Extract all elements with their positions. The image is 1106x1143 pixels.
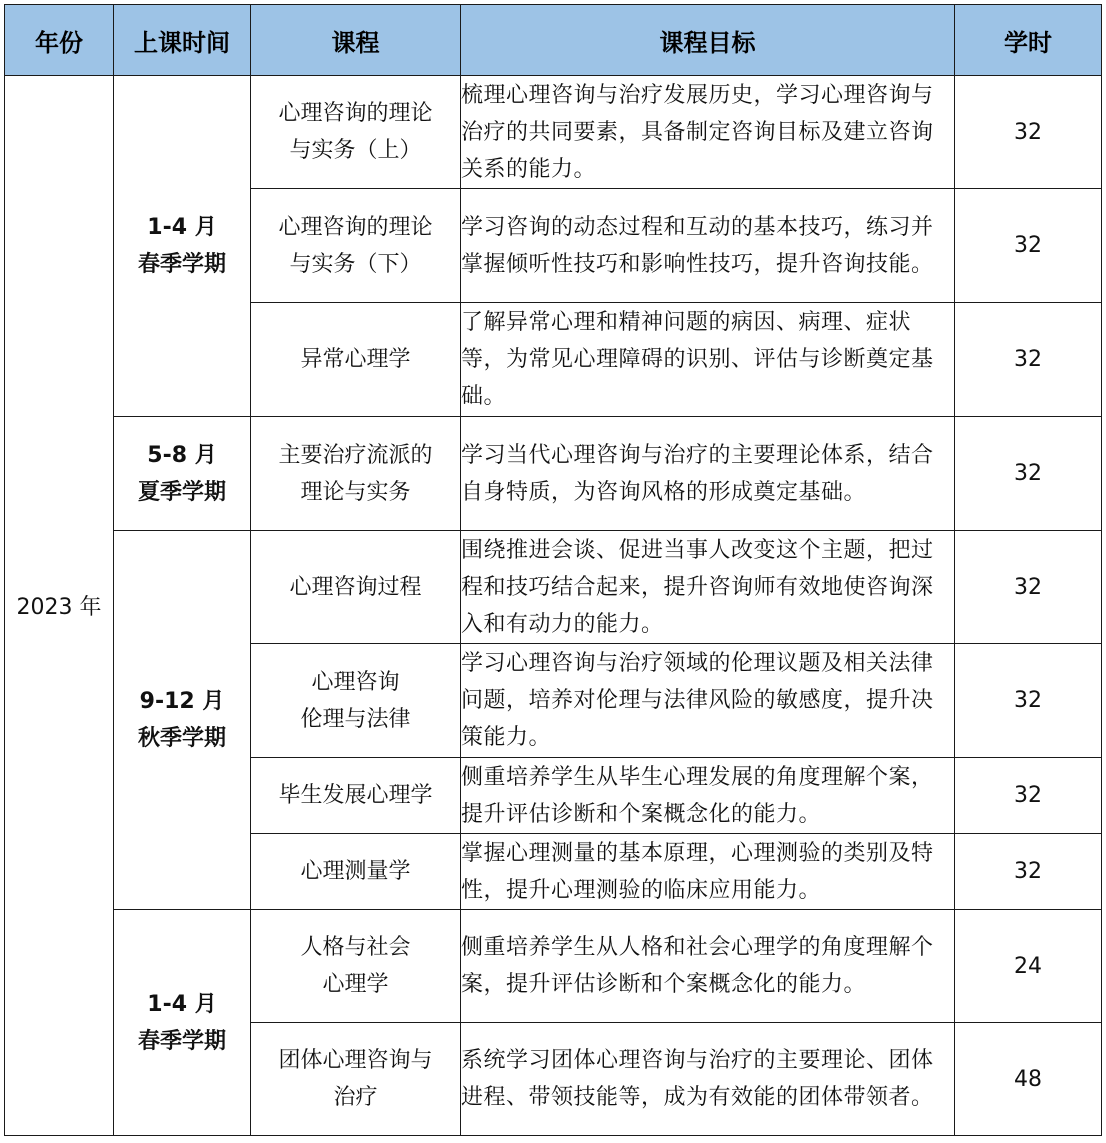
course-hours: 32	[955, 189, 1102, 303]
term-months: 1-4 月	[147, 991, 217, 1017]
header-time: 上课时间	[114, 5, 251, 76]
term-season: 春季学期	[137, 252, 226, 277]
header-row	[5, 5, 1102, 76]
term-season: 春季学期	[137, 1028, 226, 1054]
table-row	[5, 417, 1102, 531]
header-year: 年份	[5, 5, 114, 76]
course-hours: 32	[955, 834, 1102, 910]
course-hours: 32	[955, 417, 1102, 531]
term-months: 1-4 月	[147, 215, 217, 240]
table-row	[5, 910, 1102, 1023]
course-hours: 24	[955, 910, 1102, 1023]
course-name: 异常心理学	[251, 303, 461, 417]
year-cell: 2023 年	[5, 76, 114, 1136]
term-cell-summer	[114, 417, 251, 531]
course-goal: 学习心理咨询与治疗领域的伦理议题及相关法律问题，培养对伦理与法律风险的敏感度，提升决策能力。	[461, 644, 955, 758]
header-hours: 学时	[955, 5, 1102, 76]
course-hours: 32	[955, 531, 1102, 644]
course-name: 毕生发展心理学	[251, 758, 461, 834]
table-row	[5, 76, 1102, 189]
course-name: 团体心理咨询与 治疗	[251, 1023, 461, 1136]
course-goal: 系统学习团体心理咨询与治疗的主要理论、团体进程、带领技能等，成为有效能的团体带领者。	[461, 1023, 955, 1136]
term-months: 5-8 月	[147, 442, 217, 468]
course-name: 心理咨询的理论 与实务（上）	[251, 76, 461, 189]
course-goal: 侧重培养学生从人格和社会心理学的角度理解个案，提升评估诊断和个案概念化的能力。	[461, 910, 955, 1023]
course-goal: 梳理心理咨询与治疗发展历史，学习心理咨询与治疗的共同要素，具备制定咨询目标及建立咨询关系的能力。	[461, 76, 955, 189]
course-name: 主要治疗流派的 理论与实务	[251, 417, 461, 531]
course-name: 心理咨询的理论 与实务（下）	[251, 189, 461, 303]
term-season: 夏季学期	[137, 479, 226, 505]
header-course: 课程	[251, 5, 461, 76]
course-schedule-table	[4, 4, 1102, 1136]
course-name: 人格与社会 心理学	[251, 910, 461, 1023]
course-name: 心理咨询 伦理与法律	[251, 644, 461, 758]
course-hours: 48	[955, 1023, 1102, 1136]
term-cell-spring-1	[114, 76, 251, 417]
term-season: 秋季学期	[137, 726, 226, 751]
course-goal: 学习咨询的动态过程和互动的基本技巧，练习并掌握倾听性技巧和影响性技巧，提升咨询技能。	[461, 189, 955, 303]
header-goal: 课程目标	[461, 5, 955, 76]
course-name: 心理咨询过程	[251, 531, 461, 644]
course-goal: 掌握心理测量的基本原理，心理测验的类别及特性，提升心理测验的临床应用能力。	[461, 834, 955, 910]
term-cell-spring-2	[114, 910, 251, 1136]
course-hours: 32	[955, 644, 1102, 758]
term-cell-autumn	[114, 531, 251, 910]
course-hours: 32	[955, 758, 1102, 834]
course-goal: 侧重培养学生从毕生心理发展的角度理解个案，提升评估诊断和个案概念化的能力。	[461, 758, 955, 834]
course-hours: 32	[955, 76, 1102, 189]
term-months: 9-12 月	[139, 689, 225, 714]
course-hours: 32	[955, 303, 1102, 417]
course-goal: 围绕推进会谈、促进当事人改变这个主题，把过程和技巧结合起来，提升咨询师有效地使咨询深入和有动力的能力。	[461, 531, 955, 644]
course-goal: 了解异常心理和精神问题的病因、病理、症状等，为常见心理障碍的识别、评估与诊断奠定基础。	[461, 303, 955, 417]
course-name: 心理测量学	[251, 834, 461, 910]
table-row	[5, 531, 1102, 644]
course-goal: 学习当代心理咨询与治疗的主要理论体系，结合自身特质，为咨询风格的形成奠定基础。	[461, 417, 955, 531]
